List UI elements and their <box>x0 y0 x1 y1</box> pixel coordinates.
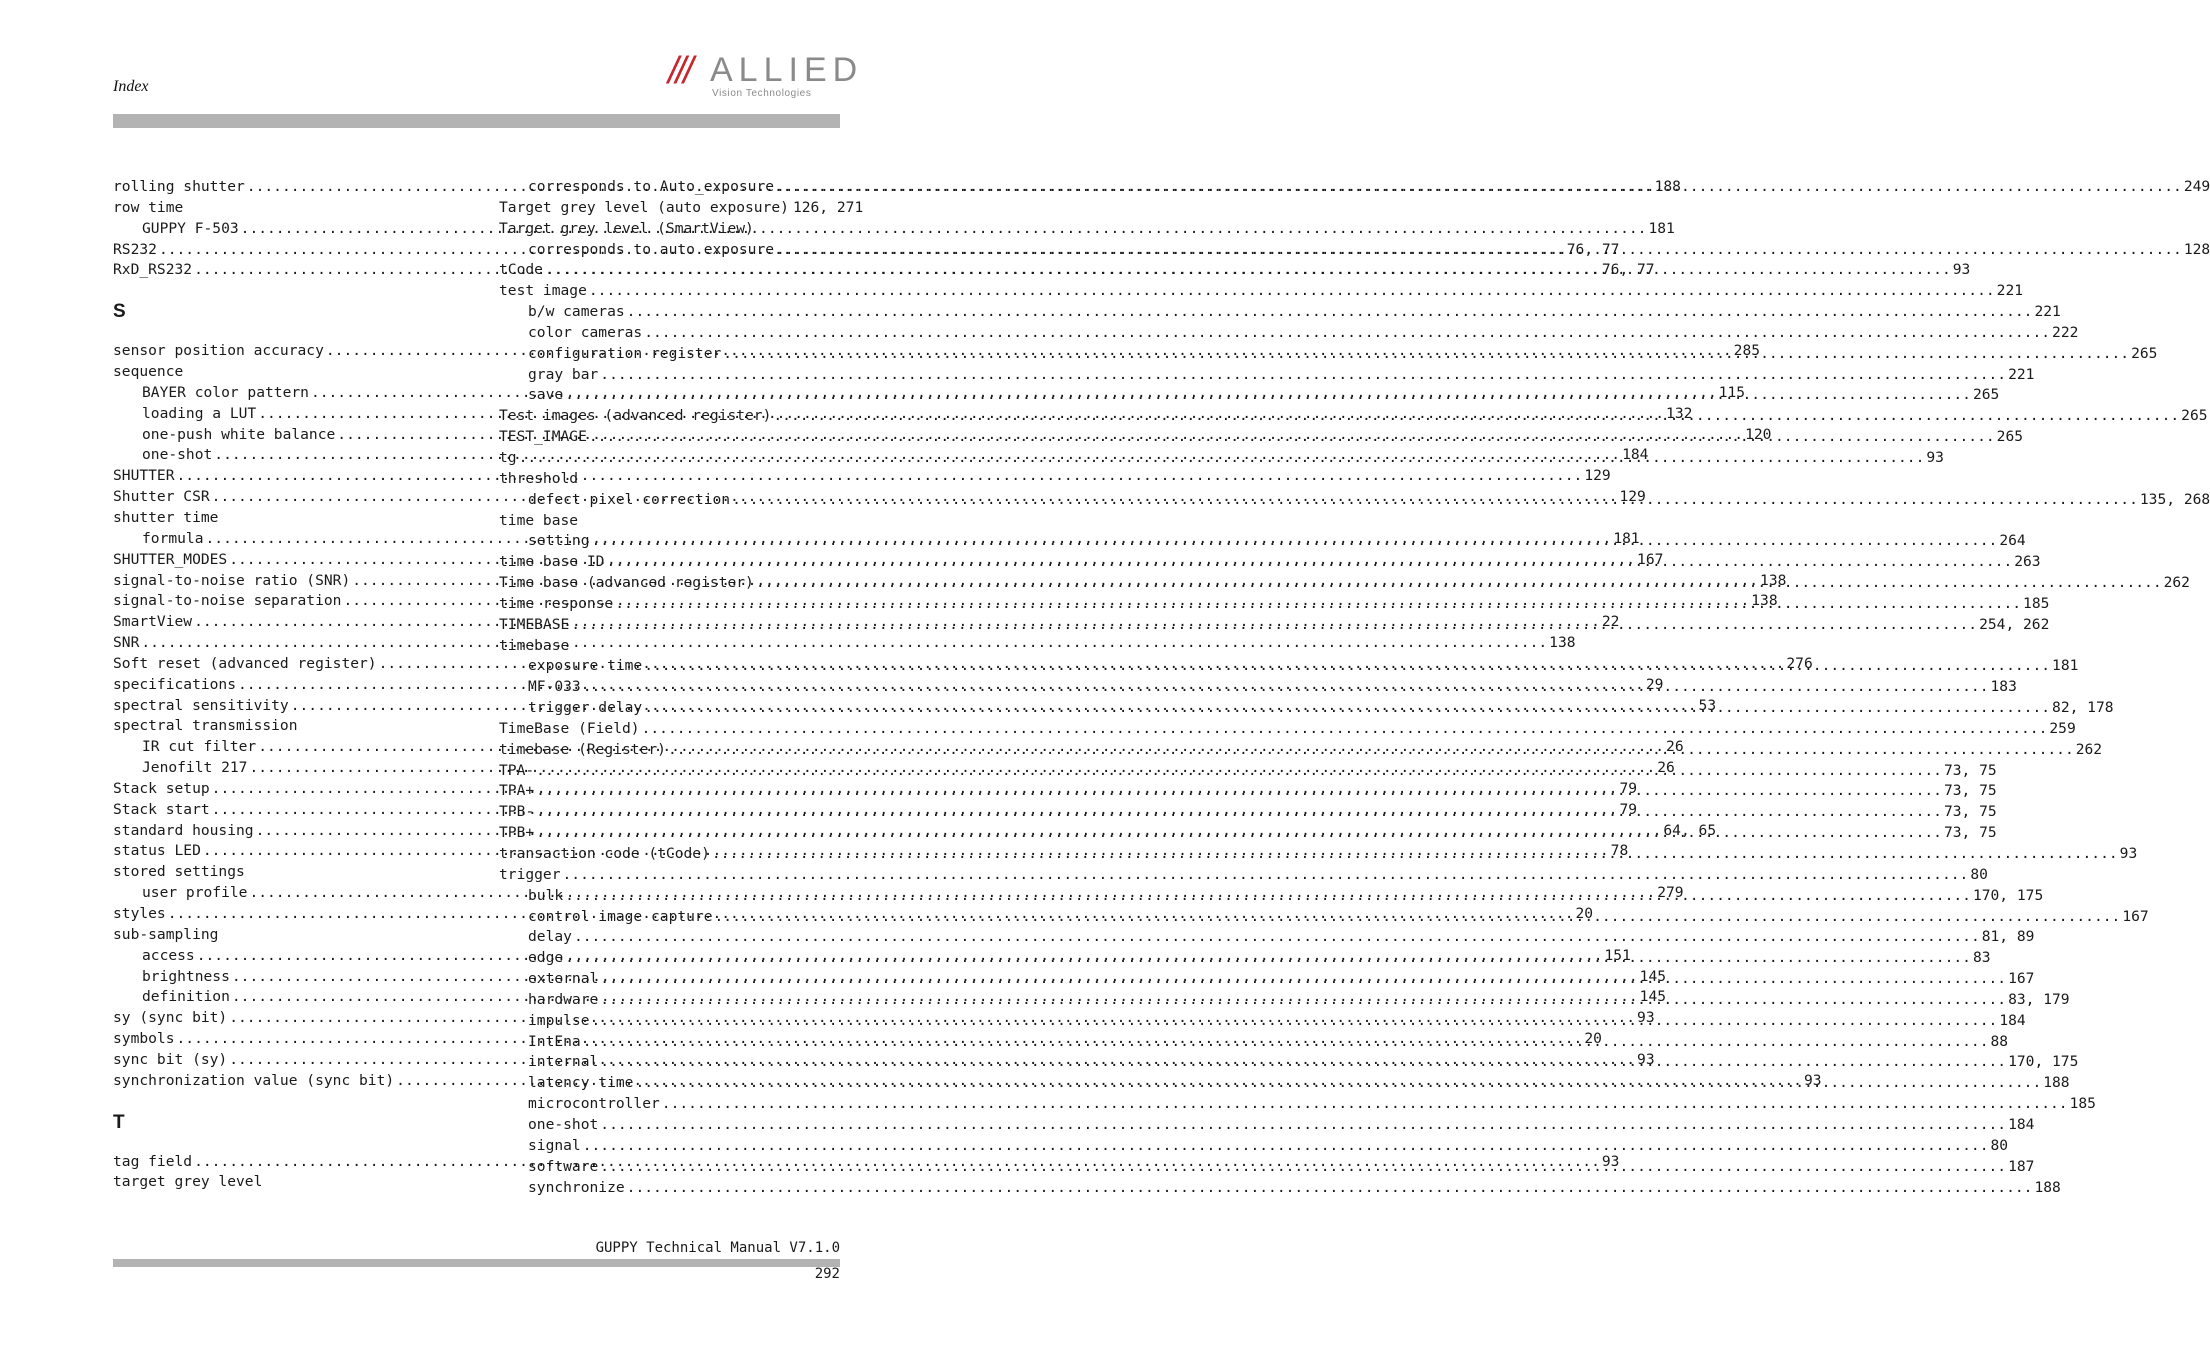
index-term: save <box>528 386 564 404</box>
dot-leader <box>715 907 2121 928</box>
dot-leader <box>662 1094 2068 1115</box>
index-term: GUPPY F-503 <box>142 219 239 237</box>
index-term: Target grey level (SmartView) <box>499 219 754 237</box>
index-entry <box>499 636 840 657</box>
index-term: definition <box>142 988 230 1006</box>
index-term: styles <box>113 905 166 922</box>
dot-leader <box>776 177 2182 198</box>
index-term: impulse <box>528 1011 590 1029</box>
index-entry <box>499 469 840 490</box>
index-term: Time base (advanced register) <box>499 574 754 592</box>
index-term: control image capture <box>528 907 713 925</box>
index-term: RS232 <box>113 240 157 258</box>
dot-leader <box>600 990 2006 1011</box>
dot-leader <box>644 698 2050 719</box>
index-subentry <box>499 927 2035 948</box>
page-reference[interactable]: 221 <box>2008 365 2035 383</box>
index-term: b/w cameras <box>528 303 625 321</box>
page-reference[interactable]: 88 <box>1990 1032 2009 1050</box>
index-entry <box>499 740 2103 761</box>
dot-leader <box>536 802 1942 823</box>
index-term: TEST_IMAGE <box>499 428 587 446</box>
index-entry <box>499 719 2076 740</box>
page-reference[interactable]: 78 <box>1610 842 1629 860</box>
page-reference[interactable]: 93 <box>1637 1009 1655 1027</box>
page-reference[interactable]: 128 <box>2183 240 2210 258</box>
dot-leader <box>712 844 2118 865</box>
page-reference[interactable]: 276 <box>1786 654 1813 672</box>
page-reference[interactable]: 93 <box>1803 1071 1822 1089</box>
index-term: specifications <box>113 675 237 693</box>
page-reference[interactable]: 93 <box>1637 1050 1655 1068</box>
page-reference[interactable]: 129 <box>1584 467 1611 485</box>
index-term: TimeBase (Field) <box>499 719 640 737</box>
dot-leader <box>177 466 1583 487</box>
page-reference[interactable]: 188 <box>2043 1074 2070 1092</box>
index-term: sequence <box>113 363 184 381</box>
index-term: target grey level <box>113 1173 263 1191</box>
page-reference[interactable]: 73, 75 <box>1943 824 1997 842</box>
index-entry <box>113 1172 454 1193</box>
page-reference[interactable]: 263 <box>2014 553 2041 571</box>
page-reference[interactable]: 188 <box>1654 178 1681 195</box>
page-reference[interactable]: 81, 89 <box>1981 928 2035 946</box>
page-reference[interactable]: 80 <box>1990 1136 2009 1154</box>
page-reference[interactable]: 79 <box>1619 800 1638 818</box>
index-term: hardware <box>528 990 599 1008</box>
index-term: access <box>142 946 195 964</box>
page-reference[interactable]: 265 <box>1972 386 2000 404</box>
index-term: edge <box>528 949 564 967</box>
index-term: spectral sensitivity <box>113 696 289 714</box>
index-term: microcontroller <box>528 1095 660 1113</box>
allied-logo <box>668 50 864 100</box>
index-term: TPB+ <box>499 824 535 842</box>
index-subentry <box>499 323 2079 344</box>
page-reference[interactable]: 132 <box>1666 404 1693 422</box>
dot-leader <box>583 677 1989 698</box>
index-term: user profile <box>142 884 248 902</box>
page-reference[interactable]: 26 <box>1666 738 1684 756</box>
index-term: tCode <box>499 261 543 279</box>
index-entry <box>499 865 1988 886</box>
index-term: spectral transmission <box>113 717 298 735</box>
page-reference[interactable]: 170, 175 <box>2008 1053 2079 1071</box>
page-reference[interactable]: 120 <box>1745 425 1772 443</box>
page-reference[interactable]: 221 <box>2034 303 2061 321</box>
dot-leader <box>519 448 1925 469</box>
index-subentry <box>499 1178 2061 1199</box>
index-term: trigger delay <box>528 699 643 717</box>
page-reference[interactable]: 145 <box>1639 967 1667 985</box>
index-term: time base <box>499 511 579 529</box>
page-reference[interactable]: 185 <box>2069 1095 2096 1113</box>
dot-leader <box>589 427 1995 448</box>
header-divider-bar <box>113 114 840 128</box>
dot-leader <box>773 406 2179 427</box>
logo-tagline: Vision Technologies <box>712 88 812 99</box>
index-term: timebase <box>499 636 570 654</box>
page-reference[interactable]: 265 <box>2181 407 2208 425</box>
dot-leader <box>732 490 2138 511</box>
page-reference[interactable]: 79 <box>1619 779 1638 797</box>
index-term: sy (sync bit) <box>113 1009 228 1027</box>
page-reference[interactable]: 170, 175 <box>1972 886 2044 904</box>
index-term: synchronization value (sync bit) <box>113 1071 395 1089</box>
page-reference[interactable]: 73, 75 <box>1943 782 1997 800</box>
page-reference[interactable]: 187 <box>2008 1157 2035 1175</box>
dot-leader <box>563 865 1969 886</box>
page-reference[interactable]: 184 <box>1622 446 1649 464</box>
page-reference[interactable]: 183 <box>1990 678 2017 696</box>
index-term: signal <box>528 1136 581 1154</box>
index-term: software <box>528 1157 599 1175</box>
index-term: sync bit (sy) <box>113 1050 228 1068</box>
index-term: SHUTTER <box>113 467 175 485</box>
index-term: Soft reset (advanced register) <box>113 654 377 672</box>
page-reference[interactable]: 29 <box>1645 675 1664 693</box>
index-term: tag field <box>113 1152 193 1170</box>
index-term: formula <box>142 529 204 547</box>
page-reference[interactable]: 279 <box>1657 884 1684 902</box>
index-term: gray bar <box>528 365 599 383</box>
page-reference[interactable]: 264 <box>1999 532 2026 550</box>
dot-leader <box>756 573 2162 594</box>
dot-leader <box>574 927 1980 948</box>
page-reference[interactable]: 73, 75 <box>1943 803 1997 821</box>
index-term: Jenofilt 217 <box>142 759 248 777</box>
page-reference[interactable]: 76, 77 <box>1601 261 1655 279</box>
index-term: signal-to-noise ratio (SNR) <box>113 571 351 589</box>
page-reference[interactable]: 22 <box>1601 613 1620 631</box>
index-term: one-push white balance <box>142 425 336 443</box>
page-reference[interactable]: 93 <box>2119 845 2138 862</box>
index-term: status LED <box>113 842 201 860</box>
page-reference[interactable]: 138 <box>1549 634 1576 652</box>
dot-leader <box>536 761 1942 782</box>
page-reference[interactable]: 138 <box>1760 571 1787 589</box>
page-header-title: Index <box>113 78 149 95</box>
dot-leader <box>571 615 1977 636</box>
index-term: Shutter CSR <box>113 488 210 506</box>
index-term: Stack start <box>113 800 210 818</box>
dot-leader <box>644 656 2050 677</box>
index-term: internal <box>528 1053 599 1071</box>
index-subentry <box>499 302 2061 323</box>
dot-leader <box>536 823 1942 844</box>
dot-leader <box>592 531 1998 552</box>
page-reference[interactable]: 76, 77 <box>1566 240 1620 258</box>
index-entry <box>113 508 454 529</box>
index-term: one-shot <box>142 446 213 464</box>
index-term: time base ID <box>499 553 605 571</box>
dot-leader <box>589 281 1995 302</box>
dot-leader <box>600 1052 2006 1073</box>
page-reference[interactable]: 167 <box>2122 907 2149 925</box>
page-reference[interactable]: 73, 75 <box>1943 761 1997 779</box>
page-reference[interactable]: 254, 262 <box>1979 615 2050 633</box>
dot-leader <box>606 552 2012 573</box>
page-reference[interactable]: 265 <box>1996 428 2024 446</box>
dot-leader <box>668 740 2074 761</box>
index-term: SNR <box>113 634 140 652</box>
index-term: delay <box>528 928 572 946</box>
dot-leader <box>565 948 1971 969</box>
index-subentry <box>499 1115 2035 1136</box>
dot-leader <box>723 344 2129 365</box>
dot-leader <box>592 1011 1998 1032</box>
dot-leader <box>635 1073 2041 1094</box>
index-term: TPB- <box>499 803 535 821</box>
index-term: RxD_RS232 <box>113 261 193 279</box>
index-term: tg <box>499 448 517 466</box>
index-subentry <box>499 1136 2009 1157</box>
index-term: defect pixel correction <box>528 490 731 508</box>
index-term: sensor position accuracy <box>113 342 324 360</box>
index-term: bulk <box>528 886 564 904</box>
dot-leader <box>627 1178 2033 1199</box>
index-term: exposure time <box>528 657 643 675</box>
index-term: transaction code (tCode) <box>499 845 710 862</box>
logo-slashes: /// <box>668 50 691 92</box>
index-term: trigger <box>499 865 561 883</box>
index-term: TIMEBASE <box>499 615 570 633</box>
index-term: threshold <box>499 469 579 487</box>
page-reference[interactable]: 82, 178 <box>2052 699 2114 717</box>
page-reference[interactable]: 167 <box>2008 970 2035 988</box>
index-term: TPA+ <box>499 782 535 800</box>
index-term: external <box>528 970 599 988</box>
page-reference[interactable]: 285 <box>1733 342 1761 360</box>
page-reference[interactable]: 138 <box>1751 592 1778 610</box>
page-reference[interactable]: 184 <box>2008 1115 2035 1133</box>
index-entry <box>499 219 840 240</box>
footer-divider-bar <box>113 1259 840 1267</box>
page-reference[interactable]: 129 <box>1619 488 1646 506</box>
index-entry <box>113 716 454 737</box>
page-reference[interactable]: 145 <box>1639 988 1667 1006</box>
index-term: latency time <box>528 1074 634 1092</box>
index-term: Test images (advanced register) <box>499 407 772 425</box>
dot-leader <box>583 1136 1989 1157</box>
index-term: IntEna <box>528 1032 581 1050</box>
index-term: standard housing <box>113 821 254 839</box>
index-letter-heading: T <box>113 1111 125 1133</box>
index-term: sub-sampling <box>113 925 219 943</box>
index-entry <box>499 281 2024 302</box>
index-entry <box>113 362 454 383</box>
page-reference[interactable]: 126, 271 <box>792 198 864 216</box>
page-reference[interactable]: 265 <box>2131 344 2158 362</box>
index-term: row time <box>113 198 184 216</box>
index-term: SHUTTER_MODES <box>113 550 228 568</box>
index-term: stored settings <box>113 863 245 881</box>
logo-brand: ALLIED <box>710 51 864 89</box>
page-reference[interactable]: 83, 179 <box>2008 990 2070 1008</box>
index-letter-heading: S <box>113 301 126 323</box>
page-reference[interactable]: 93 <box>1926 448 1944 466</box>
page-reference[interactable]: 262 <box>2163 574 2190 592</box>
index-term: shutter time <box>113 508 219 526</box>
index-term: signal-to-noise separation <box>113 592 342 610</box>
page-reference[interactable]: 167 <box>1637 550 1664 568</box>
dot-leader <box>600 1115 2006 1136</box>
dot-leader <box>615 594 2021 615</box>
index-term: TPA- <box>499 761 535 779</box>
index-term: corresponds to auto exposure <box>528 240 775 258</box>
page-reference[interactable]: 181 <box>1613 529 1640 547</box>
page-reference[interactable]: 93 <box>1952 261 1971 279</box>
page-reference[interactable]: 181 <box>2052 657 2079 675</box>
index-term: corresponds to Auto_exposure <box>528 178 775 195</box>
page-reference[interactable]: 181 <box>1648 219 1675 237</box>
dot-leader <box>600 365 2006 386</box>
index-entry <box>113 862 454 883</box>
index-term: configuration register <box>528 344 722 362</box>
index-term: brightness <box>142 967 230 985</box>
index-entry <box>499 198 864 219</box>
index-term: time response <box>499 594 614 612</box>
dot-leader <box>141 633 1547 654</box>
index-term: SmartView <box>113 613 193 631</box>
index-term: test image <box>499 282 587 300</box>
index-subentry <box>499 365 2035 386</box>
index-term: timebase (Register) <box>499 740 666 758</box>
index-term: MF-033 <box>528 678 581 696</box>
dot-leader <box>600 969 2006 990</box>
page-number: 292 <box>814 1266 840 1282</box>
page-reference[interactable]: 26 <box>1657 759 1675 777</box>
dot-leader <box>583 1032 1989 1053</box>
page-reference[interactable]: 53 <box>1698 696 1717 714</box>
dot-leader <box>644 323 2050 344</box>
page-reference[interactable]: 259 <box>2049 719 2076 737</box>
index-entry <box>113 198 454 219</box>
index-entry <box>113 925 454 946</box>
page-reference[interactable]: 222 <box>2052 323 2079 341</box>
page-reference[interactable]: 249 <box>2183 178 2210 195</box>
page-reference[interactable]: 80 <box>1970 865 1988 883</box>
index-term: loading a LUT <box>142 404 257 422</box>
dot-leader <box>776 240 2182 261</box>
index-term: symbols <box>113 1030 175 1048</box>
index-entry <box>499 511 840 532</box>
dot-leader <box>565 385 1971 406</box>
index-term: BAYER color pattern <box>142 383 309 401</box>
footer-manual-title: GUPPY Technical Manual V7.1.0 <box>595 1240 840 1256</box>
index-term: Target grey level (auto exposure) <box>499 198 789 216</box>
page-reference[interactable]: 221 <box>1996 282 2024 300</box>
dot-leader <box>545 260 1951 281</box>
index-term: IR cut filter <box>142 738 257 756</box>
index-term: rolling shutter <box>113 178 245 195</box>
dot-leader <box>565 886 1971 907</box>
index-term: one-shot <box>528 1115 599 1133</box>
dot-leader <box>600 1157 2006 1178</box>
page-reference[interactable]: 151 <box>1604 946 1631 964</box>
page-reference[interactable]: 83 <box>1972 949 1991 967</box>
page-reference[interactable]: 135, 268 <box>2139 490 2210 508</box>
dot-leader <box>536 781 1942 802</box>
page-reference[interactable]: 188 <box>2034 1178 2061 1196</box>
index-term: Stack setup <box>113 779 210 797</box>
page-reference[interactable]: 93 <box>1601 1152 1620 1170</box>
index-term: synchronize <box>528 1178 625 1196</box>
index-subentry <box>499 1094 2096 1115</box>
page-reference[interactable]: 20 <box>1575 905 1594 922</box>
index-term: setting <box>528 532 590 550</box>
index-term: color cameras <box>528 323 643 341</box>
dot-leader <box>642 719 2048 740</box>
dot-leader <box>241 219 1647 240</box>
page-reference[interactable]: 262 <box>2075 740 2103 758</box>
dot-leader <box>627 302 2033 323</box>
page-reference[interactable]: 185 <box>2023 594 2050 612</box>
page-reference[interactable]: 64, 65 <box>1663 821 1717 839</box>
page-reference[interactable]: 184 <box>1999 1011 2026 1029</box>
page-reference[interactable]: 20 <box>1584 1030 1602 1048</box>
page-reference[interactable]: 115 <box>1718 383 1746 401</box>
